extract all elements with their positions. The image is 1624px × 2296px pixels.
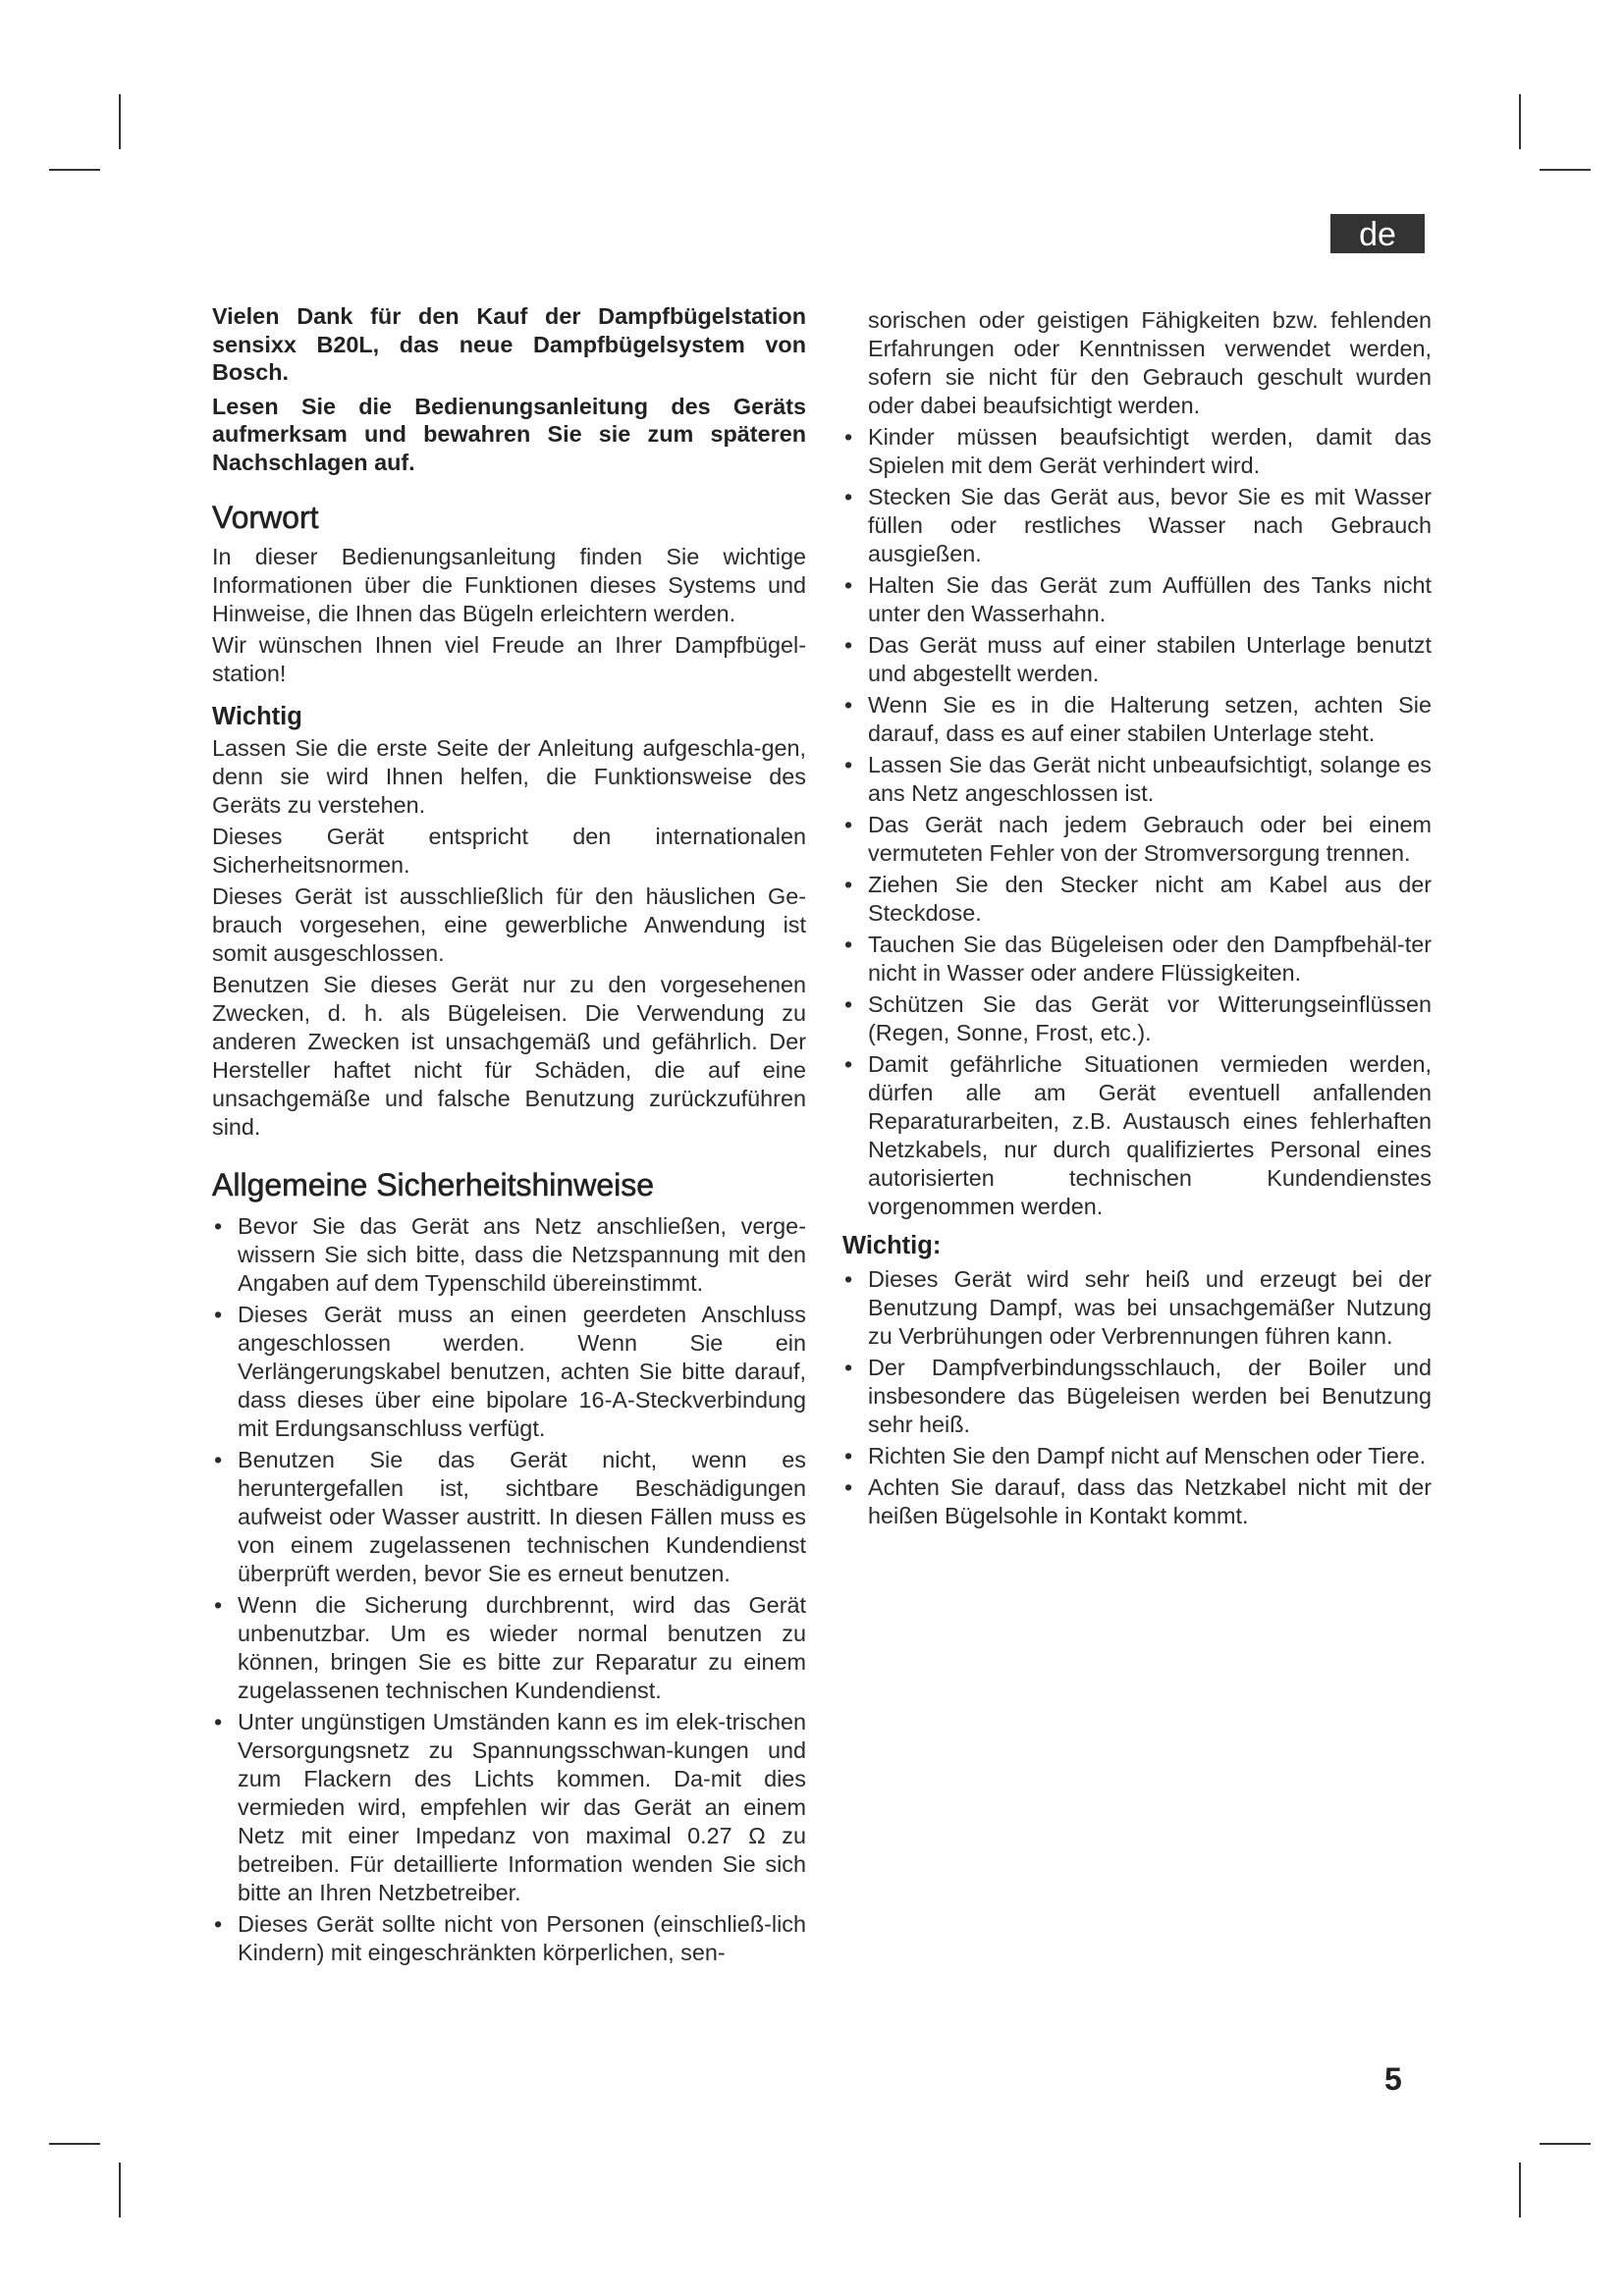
- list-item: • Bevor Sie das Gerät ans Netz anschließen, verge-wissern Sie sich bitte, dass die Netzspannung mit den Angaben auf dem Typenschild übereinstimmt.: [212, 1212, 806, 1298]
- intro-thanks: Vielen Dank für den Kauf der Dampfbügelstation sensixx B20L, das neue Dampfbügelsystem von Bosch.: [212, 303, 806, 385]
- safety-list-continued: [842, 423, 1432, 1221]
- list-item: • Wenn die Sicherung durchbrennt, wird das Gerät unbenutzbar. Um es wieder normal benutzen zu können, bringen Sie es bitte zur Reparatur zu einem zugelassenen technischen Kundendienst.: [212, 1591, 806, 1705]
- list-item: • Wenn Sie es in die Halterung setzen, achten Sie darauf, dass es auf einer stabilen Unterlage steht.: [842, 691, 1432, 748]
- crop-mark-top-left-horizontal: [49, 169, 100, 171]
- important-list: [842, 1265, 1432, 1530]
- list-item: • Das Gerät muss auf einer stabilen Unterlage benutzt und abgestellt werden.: [842, 631, 1432, 688]
- list-item: • Richten Sie den Dampf nicht auf Menschen oder Tiere.: [842, 1442, 1432, 1470]
- list-item: • Dieses Gerät wird sehr heiß und erzeugt bei der Benutzung Dampf, was bei unsachgemäßer Nutzung zu Verbrühungen oder Verbrennungen führen kann.: [842, 1265, 1432, 1351]
- page-number: 5: [1384, 2061, 1402, 2097]
- list-item: • Achten Sie darauf, dass das Netzkabel nicht mit der heißen Bügelsohle in Kontakt kommt.: [842, 1473, 1432, 1530]
- crop-mark-bottom-left-vertical: [119, 2163, 121, 2217]
- list-item: • Kinder müssen beaufsichtigt werden, damit das Spielen mit dem Gerät verhindert wird.: [842, 423, 1432, 480]
- right-column: [842, 306, 1432, 1533]
- wichtig-paragraph: Dieses Gerät entspricht den internationalen Sicherheitsnormen.: [212, 824, 806, 878]
- crop-mark-top-left-vertical: [119, 94, 121, 149]
- wichtig-paragraph: Dieses Gerät ist ausschließlich für den häuslichen Ge-brauch vorgesehen, eine gewerbliche Anwendung ist somit ausgeschlossen.: [212, 883, 806, 966]
- language-tag: de: [1330, 214, 1425, 253]
- safety-heading: Allgemeine Sicherheitshinweise: [212, 1167, 655, 1202]
- wichtig-important-heading: Wichtig:: [842, 1232, 942, 1259]
- list-item: • Tauchen Sie das Bügeleisen oder den Dampfbehäl-ter nicht in Wasser oder andere Flüssigkeiten.: [842, 931, 1432, 988]
- continuation-paragraph: sorischen oder geistigen Fähigkeiten bzw. fehlenden Erfahrungen oder Kenntnissen verwendet werden, sofern sie nicht für den Gebrauch geschult wurden oder dabei beaufsichtigt werden.: [868, 307, 1432, 418]
- wichtig-paragraph: Benutzen Sie dieses Gerät nur zu den vorgesehenen Zwecken, d. h. als Bügeleisen. Die Verwendung zu anderen Zwecken ist unsachgemäß und gefährlich. Der Hersteller haftet nicht für Schäden, die auf eine unsachgemäße und falsche Benutzung zurückzuführen sind.: [212, 972, 806, 1140]
- left-column: [212, 302, 806, 1970]
- list-item: • Lassen Sie das Gerät nicht unbeaufsichtigt, solange es ans Netz angeschlossen ist.: [842, 751, 1432, 808]
- vorwort-paragraph: In dieser Bedienungsanleitung finden Sie wichtige Informationen über die Funktionen dieses Systems und Hinweise, die Ihnen das Bügeln erleichtern werden.: [212, 544, 806, 626]
- crop-mark-bottom-right-vertical: [1519, 2163, 1521, 2217]
- list-item: • Stecken Sie das Gerät aus, bevor Sie es mit Wasser füllen oder restliches Wasser nach Gebrauch ausgießen.: [842, 483, 1432, 568]
- list-item: • Ziehen Sie den Stecker nicht am Kabel aus der Steckdose.: [842, 871, 1432, 928]
- safety-list: [212, 1212, 806, 1967]
- wichtig-paragraph: Lassen Sie die erste Seite der Anleitung aufgeschla-gen, denn sie wird Ihnen helfen, die Funktionsweise des Geräts zu verstehen.: [212, 735, 806, 818]
- list-item: • Das Gerät nach jedem Gebrauch oder bei einem vermuteten Fehler von der Stromversorgung trennen.: [842, 811, 1432, 868]
- list-item: • Halten Sie das Gerät zum Auffüllen des Tanks nicht unter den Wasserhahn.: [842, 571, 1432, 628]
- crop-mark-bottom-right-horizontal: [1540, 2143, 1591, 2145]
- crop-mark-top-right-horizontal: [1540, 169, 1591, 171]
- list-item: • Dieses Gerät sollte nicht von Personen (einschließ-lich Kindern) mit eingeschränkten körperlichen, sen-: [212, 1910, 806, 1967]
- list-item: • Unter ungünstigen Umständen kann es im elek-trischen Versorgungsnetz zu Spannungsschwan-kungen und zum Flackern des Lichts kommen. Da-mit dies vermieden wird, empfehlen wir das Gerät an einem Netz mit einer Impedanz von maximal 0.27 Ω zu betreiben. Für detaillierte Information wenden Sie sich bitte an Ihren Netzbetreiber.: [212, 1708, 806, 1907]
- crop-mark-bottom-left-horizontal: [49, 2143, 100, 2145]
- wichtig-heading: Wichtig: [212, 703, 302, 730]
- vorwort-heading: Vorwort: [212, 500, 319, 535]
- list-item: • Damit gefährliche Situationen vermieden werden, dürfen alle am Gerät eventuell anfallenden Reparaturarbeiten, z.B. Austausch eines fehlerhaften Netzkabels, nur durch qualifiziertes Personal eines autorisierten technischen Kundendienstes vorgenommen werden.: [842, 1050, 1432, 1221]
- list-item: • Benutzen Sie das Gerät nicht, wenn es heruntergefallen ist, sichtbare Beschädigungen aufweist oder Wasser austritt. In diesen Fällen muss es von einem zugelassenen technischen Kundendienst überprüft werden, bevor Sie es erneut benutzen.: [212, 1446, 806, 1588]
- intro-read-manual: Lesen Sie die Bedienungsanleitung des Geräts aufmerksam und bewahren Sie sie zum späteren Nachschlagen auf.: [212, 393, 806, 475]
- vorwort-paragraph: Wir wünschen Ihnen viel Freude an Ihrer Dampfbügel-station!: [212, 632, 806, 686]
- list-item: • Der Dampfverbindungsschlauch, der Boiler und insbesondere das Bügeleisen werden bei Benutzung sehr heiß.: [842, 1354, 1432, 1439]
- list-item: • Dieses Gerät muss an einen geerdeten Anschluss angeschlossen werden. Wenn Sie ein Verlängerungskabel benutzen, achten Sie bitte darauf, dass dieses über eine bipolare 16-A-Steckverbindung mit Erdungsanschluss verfügt.: [212, 1301, 806, 1443]
- crop-mark-top-right-vertical: [1519, 94, 1521, 149]
- list-item: • Schützen Sie das Gerät vor Witterungseinflüssen (Regen, Sonne, Frost, etc.).: [842, 990, 1432, 1047]
